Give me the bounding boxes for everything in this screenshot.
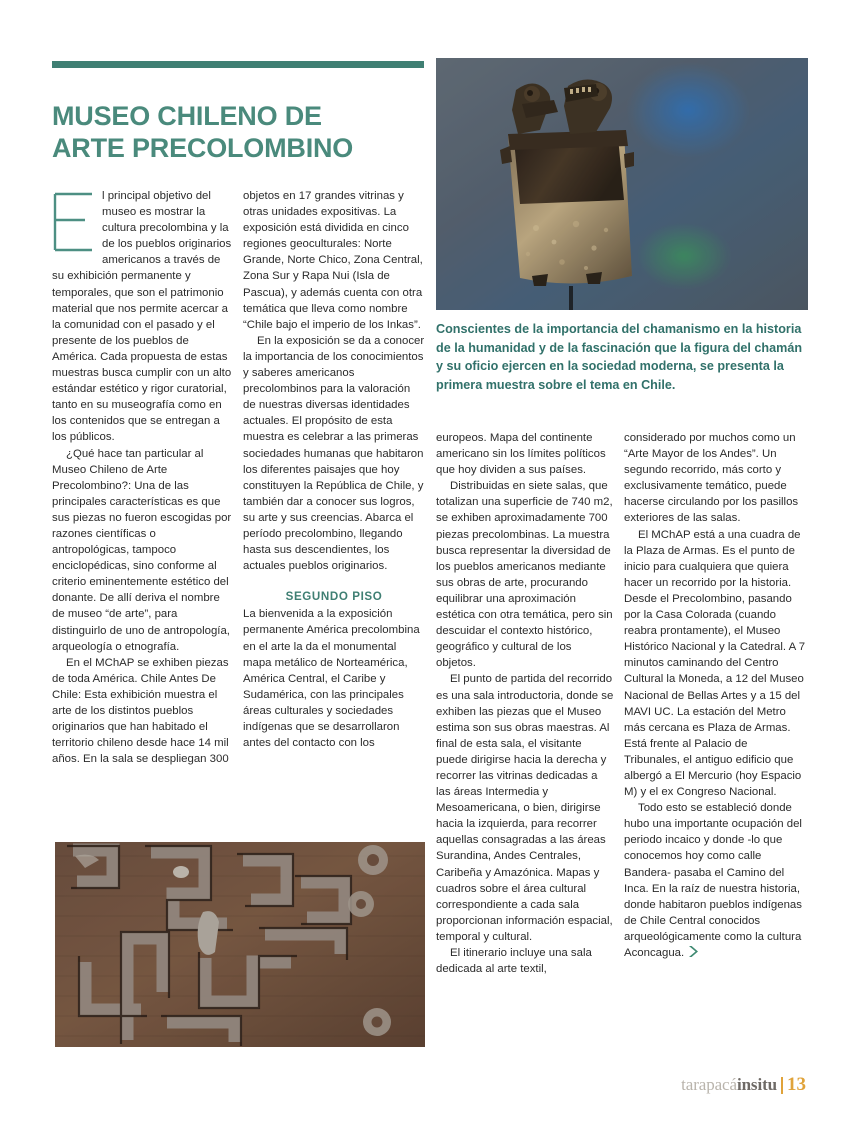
drop-cap-glyph [52, 191, 96, 253]
paragraph: ¿Qué hace tan particular al Museo Chileno de Arte Precolombino?: Una de las principales características es que sus piezas no fueron escogidas por razones científicas o antropológicas, tampoco enciclopédicas, sino conforme al criterio eminentemente estético del donante. De allí deriva el nombre de museo “de arte”, para distinguirlo de uno de antropología, arqueología o etnografía. [52, 447, 232, 653]
textile-photo-bottom-graphic [55, 842, 425, 1047]
body-column-b [243, 188, 425, 751]
page-number: 13 [787, 1074, 806, 1095]
body-column-a [52, 188, 234, 767]
paragraph-final [624, 800, 806, 961]
paragraph: europeos. Mapa del continente americano sin los límites políticos que hoy dividen a sus países. [436, 432, 606, 477]
paragraph: La bienvenida a la exposición permanente América precolombina en el arte la da el monumental mapa metálico de Norteamérica, América Central, el Caribe y Sudamérica, con las principales áreas culturales y sociedades indígenas que se desarrollaron antes del contacto con los [243, 608, 420, 750]
paragraph: El punto de partida del recorrido es una sala introductoria, donde se exhiben las piezas que el Museo estima son sus obras maestras. Al final de esta sala, el visitante puede dirigirse hacia la derecha y recorrer las vitrinas dedicadas a las áreas Intermedia y Mesoamericana, o bien, dirigirse hacia la izquierda, para recorrer aquellas consagradas a las áreas Surandina, Andes Centrales, Caribeña y Amazónica. Mapas y cuadros sobre el área cultural correspondiente a cada sala proporcionan información espacial, temporal y cultural. [436, 673, 614, 943]
artifact-photo-top-graphic [436, 58, 808, 310]
page-title-line-1: MUSEO CHILENO DE [52, 101, 322, 131]
drop-cap-E [52, 191, 96, 253]
body-column-c [436, 430, 614, 977]
page-title-line-2: ARTE PRECOLOMBINO [52, 133, 354, 163]
paragraph: l principal objetivo del museo es mostrar la cultura precolombina y la de los pueblos originarios americanos a través de su exhibición permanente y temporales, que son el patrimonio material que nos permite acercar a la comunidad con el pasado y el presente de los pueblos de América. Cada propuesta de estas muestras busca cumplir con un alto estándar estético y rigor curatorial, tanto en su museografía como en los contenidos que se entregan a los públicos. [52, 190, 232, 444]
article-end-chevron-icon [687, 945, 700, 958]
paragraph: Distribuidas en siete salas, que totalizan una superficie de 740 m2, se exhiben aproximadamente 700 piezas precolombinas. La muestra busca representar la diversidad de los pueblos americanos mediante sus obras de arte, procurando equilibrar una aproximación estética con otra temática, pero sin descuidar el contexto histórico, geográfico y cultural de los objetos. [436, 480, 613, 670]
brand-name-light: tarapacá [681, 1075, 737, 1094]
body-column-d [624, 430, 806, 961]
footer-brand-and-page [681, 1074, 806, 1096]
brand-name-bold: insitu [736, 1075, 777, 1094]
paragraph: considerado por muchos como un “Arte Mayor de los Andes”. Un segundo recorrido, más corto y exclusivamente temático, puede hacerse circulando por los pasillos exteriores de las salas. [624, 432, 799, 525]
artifact-photo-top [436, 58, 808, 310]
paragraph-text: Todo esto se estableció donde hubo una importante ocupación del periodo incaico y donde -lo que conocemos hoy como calle Bandera- pasaba el Camino del Inca. En la raíz de nuestra historia, donde habitaron pueblos indígenas de Chile Central conocidos arqueológicamente como la cultura Aconcagua. [624, 802, 802, 959]
paragraph: En la exposición se da a conocer la importancia de los conocimientos y saberes americanos precolombinos para la valoración de nuestras diversas identidades actuales. El propósito de esta muestra es celebrar a las primeras sociedades humanas que habitaron los diferentes paisajes que hoy constituyen la República de Chile, y también dar a conocer sus logros, su arte y sus creencias. Abarca el período precolombino, llegando hasta sus descendientes, los actuales pueblos originarios. [243, 334, 425, 573]
page-title [52, 100, 432, 164]
footer-divider-bar [781, 1077, 783, 1094]
paragraph: El itinerario incluye una sala dedicada al arte textil, [436, 947, 592, 976]
section-subheading-segundo-piso: SEGUNDO PISO [285, 590, 383, 604]
paragraph: El MChAP está a una cuadra de la Plaza de Armas. Es el punto de inicio para cualquiera que quiera hacer un recorrido por la historia. Desde el Precolombino, pasando por la Casa Colorada (cuando reabra prontamente), el Museo Histórico Nacional y la Catedral. A 7 minutos caminando del Centro Cultural la Moneda, a 12 del Museo Nacional de Bellas Artes y a 15 del MAVI UC. La estación del Metro más cercana es Plaza de Armas. Está frente al Palacio de Tribunales, el antiguo edificio que albergó a El Mercurio (hoy Espacio M) y el ex Congreso Nacional. [624, 528, 806, 799]
paragraph: objetos en 17 grandes vitrinas y otras unidades expositivas. La exposición está dividida en cinco regiones geoculturales: Norte Grande, Norte Chico, Zona Central, Zona Sur y Rapa Nui (Isla de Pascua), y además cuenta con otra temática que lleva como nombre “Chile bajo el imperio de los Inkas”. [243, 190, 423, 331]
textile-photo-bottom [55, 842, 425, 1047]
paragraph: En el MChAP se exhiben piezas de toda América. Chile Antes De Chile: Esta exhibición muestra el arte de los distintos pueblos originarios que han habitado el territorio chileno desde hace 14 mil años. En la sala se despliegan 300 [52, 656, 229, 766]
pull-quote: Conscientes de la importancia del chamanismo en la historia de la humanidad y de la fascinación que la figura del chamán y su oficio ejercen en la sociedad moderna, se presenta la primera muestra sobre el tema en Chile. [436, 322, 803, 392]
header-accent-rule [52, 61, 424, 68]
